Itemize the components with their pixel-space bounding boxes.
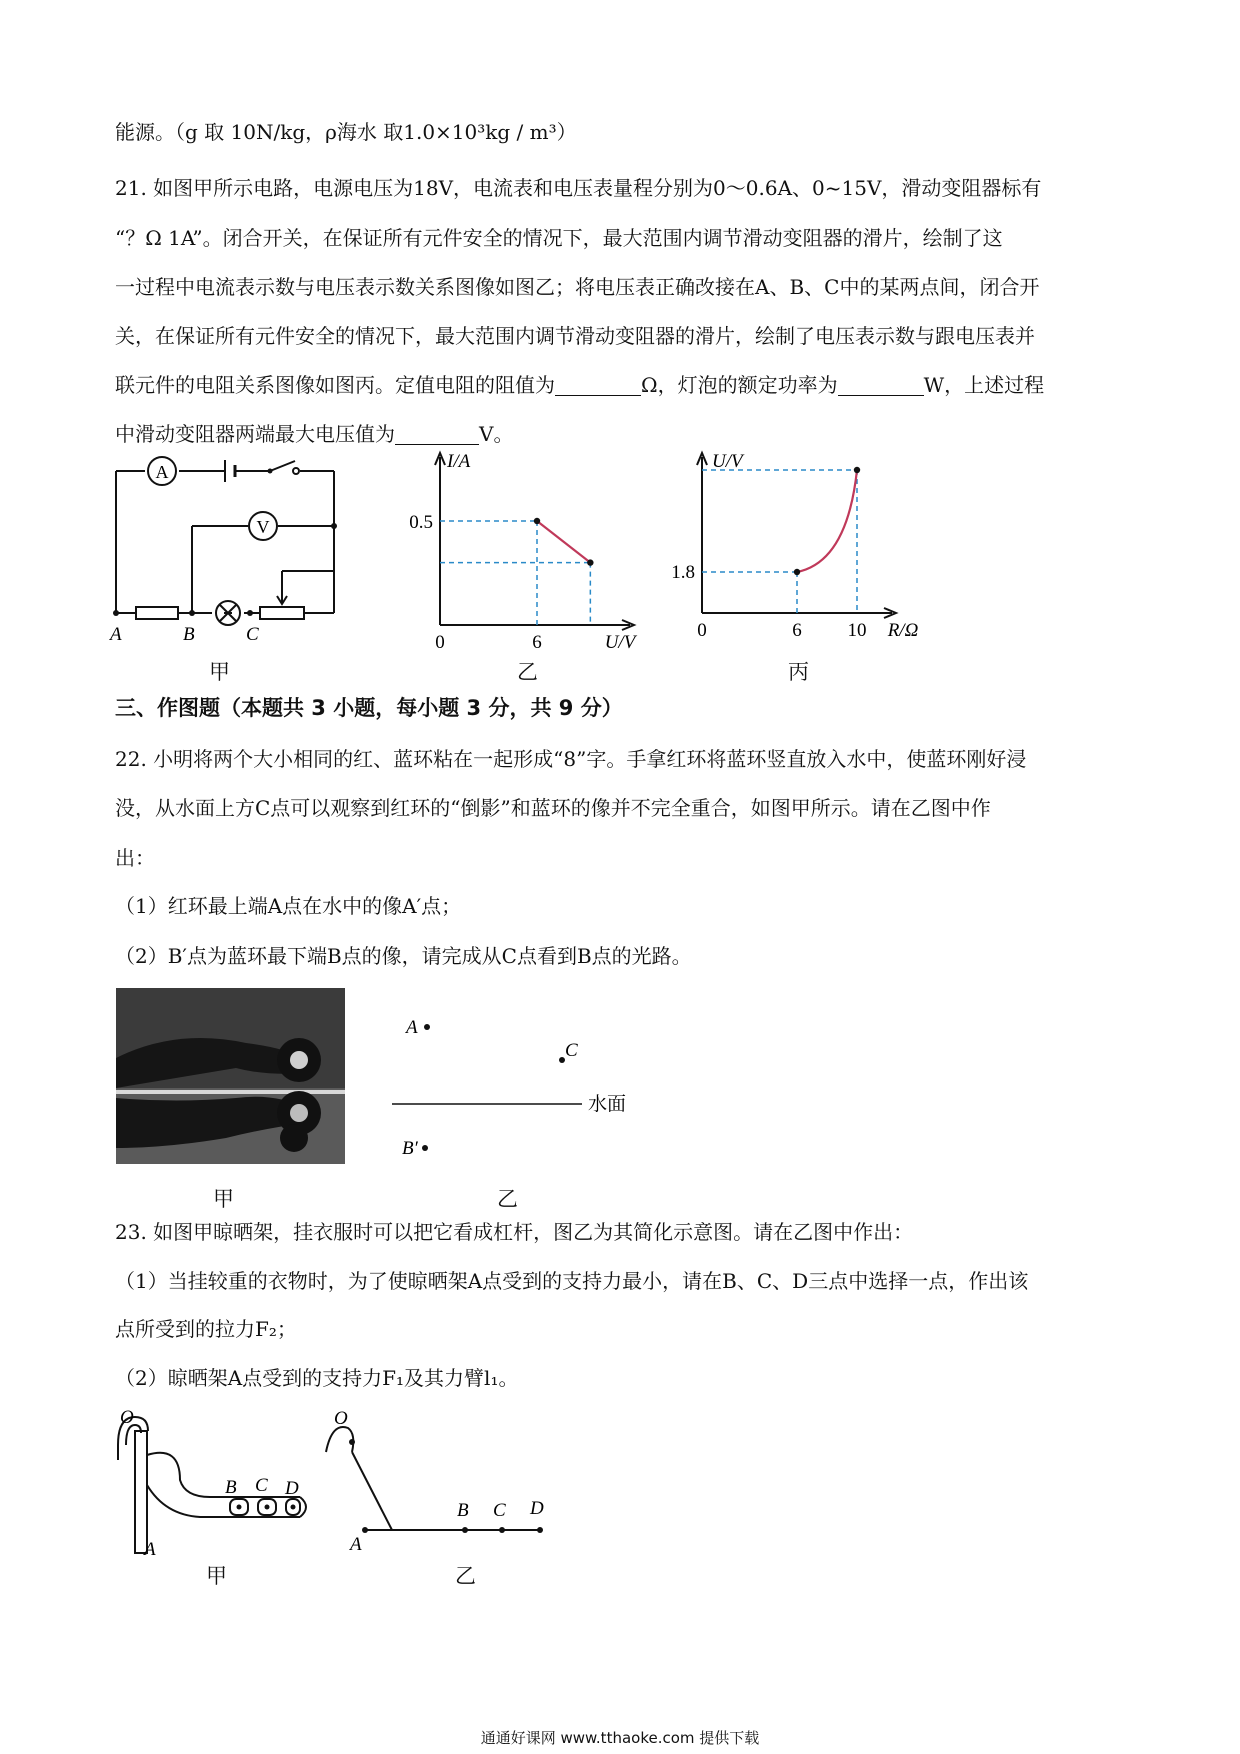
q21-text-d: 中滑动变阻器两端最大电压值为 — [115, 422, 395, 446]
ylabel-ia: I/A — [447, 451, 471, 472]
caption-yi-lever: 乙 — [455, 1564, 476, 1588]
lever-c-label: C — [493, 1500, 506, 1521]
q23-line-1: 23. 如图甲晾晒架，挂衣服时可以把它看成杠杆，图乙为其简化示意图。请在乙图中作出： — [115, 1220, 914, 1244]
chart-i-u — [385, 445, 645, 660]
drying-rack-drawing — [110, 1405, 320, 1555]
x-tick-6: 6 — [792, 620, 802, 641]
point-c-label: C — [565, 1040, 578, 1061]
q21-text-e: V。 — [479, 422, 514, 446]
q22-line-2: 没，从水面上方C点可以观察到红环的“倒影”和蓝环的像并不完全重合，如图甲所示。请在乙图中作 — [115, 796, 991, 820]
q23-line-4: （2）晾晒架A点受到的支持力F₁及其力臂l₁。 — [115, 1366, 519, 1390]
x-tick-10: 10 — [847, 620, 867, 641]
rack-d-label: D — [285, 1478, 299, 1499]
answer-blank-voltage[interactable] — [395, 424, 479, 445]
caption-jia-circuit: 甲 — [209, 660, 230, 684]
lever-diagram — [320, 1400, 560, 1550]
lever-b-label: B — [457, 1500, 469, 1521]
origin-label: 0 — [697, 620, 707, 641]
series-line — [537, 521, 590, 563]
caption-yi: 乙 — [517, 660, 538, 684]
rack-b-label: B — [225, 1477, 237, 1498]
q21-line-3: 一过程中电流表示数与电压表示数关系图像如图乙；将电压表正确改接在A、B、C中的某两点间，闭合开 — [115, 275, 1040, 299]
q22-line-1: 22. 小明将两个大小相同的红、蓝环粘在一起形成“8”字。手拿红环将蓝环竖直放入水中，使蓝环刚好浸 — [115, 747, 1027, 771]
footer-source: 通通好课网 www.tthaoke.com 提供下载 — [480, 1729, 760, 1747]
ammeter-label: A — [155, 462, 169, 482]
water-surface-label: 水面 — [588, 1094, 627, 1115]
origin-label: 0 — [435, 632, 445, 653]
lever-d-label: D — [530, 1498, 544, 1519]
node-a-label: A — [110, 624, 122, 645]
lever-o-label: O — [334, 1408, 348, 1429]
point-a-label: A — [406, 1017, 418, 1038]
node-b-label: B — [183, 624, 195, 645]
intro-line: 能源。（g 取 10N/kg，ρ海水 取1.0×10³kg / m³） — [115, 120, 577, 144]
series-curve — [797, 470, 857, 572]
answer-blank-power[interactable] — [838, 375, 924, 396]
data-point-0 — [534, 518, 540, 524]
q21-text-a: 联元件的电阻关系图像如图丙。定值电阻的阻值为 — [115, 373, 555, 397]
section-heading-3: 三、作图题（本题共 3 小题，每小题 3 分，共 9 分） — [115, 696, 623, 720]
q21-line-6 — [115, 418, 513, 447]
point-b-prime-label: B′ — [402, 1138, 418, 1159]
reflection-diagram — [380, 1000, 640, 1170]
x-tick-6: 6 — [532, 632, 542, 653]
q22-line-3: 出： — [115, 846, 155, 870]
y-tick-0.5: 0.5 — [409, 512, 433, 533]
q22-line-5: （2）B′点为蓝环最下端B点的像，请完成从C点看到B点的光路。 — [115, 944, 692, 968]
y-tick-1.8: 1.8 — [671, 562, 695, 583]
lever-a-label: A — [350, 1534, 362, 1550]
q21-text-c: W，上述过程 — [923, 373, 1045, 397]
q23-line-3: 点所受到的拉力F₂； — [115, 1317, 297, 1341]
ylabel-uv: U/V — [712, 451, 743, 472]
rack-c-label: C — [255, 1475, 268, 1496]
rack-a-label: A — [144, 1539, 156, 1555]
node-c-label: C — [246, 624, 259, 645]
data-point-1 — [854, 467, 860, 473]
q21-text-b: Ω，灯泡的额定功率为 — [641, 373, 838, 397]
data-point-0 — [794, 569, 800, 575]
caption-jia-photo: 甲 — [213, 1187, 234, 1211]
q21-line-5 — [115, 369, 1044, 398]
data-point-1 — [587, 559, 593, 565]
q22-line-4: （1）红环最上端A点在水中的像A′点； — [115, 894, 462, 918]
voltmeter-label: V — [256, 517, 270, 537]
caption-jia-rack: 甲 — [206, 1564, 227, 1588]
q21-line-1: 21. 如图甲所示电路，电源电压为18V，电流表和电压表量程分别为0～0.6A、0~15V，滑动变阻器标有 — [115, 176, 1042, 200]
circuit-diagram — [100, 455, 360, 655]
caption-yi-diagram: 乙 — [497, 1187, 518, 1211]
xlabel-r: R/Ω — [887, 620, 919, 641]
q21-line-2: “？Ω 1A”。闭合开关，在保证所有元件安全的情况下，最大范围内调节滑动变阻器的滑片，绘制了这 — [115, 226, 1003, 250]
xlabel-uv: U/V — [604, 632, 636, 653]
q23-line-2: （1）当挂较重的衣物时，为了使晾晒架A点受到的支持力最小，请在B、C、D三点中选择一点，作出该 — [115, 1269, 1029, 1293]
caption-bing: 丙 — [788, 660, 809, 684]
rings-photo — [116, 988, 345, 1164]
q21-line-4: 关，在保证所有元件安全的情况下，最大范围内调节滑动变阻器的滑片，绘制了电压表示数与跟电压表并 — [115, 324, 1035, 348]
rack-o-label: O — [120, 1407, 134, 1428]
answer-blank-resistance[interactable] — [555, 375, 641, 396]
chart-u-r — [660, 445, 940, 660]
